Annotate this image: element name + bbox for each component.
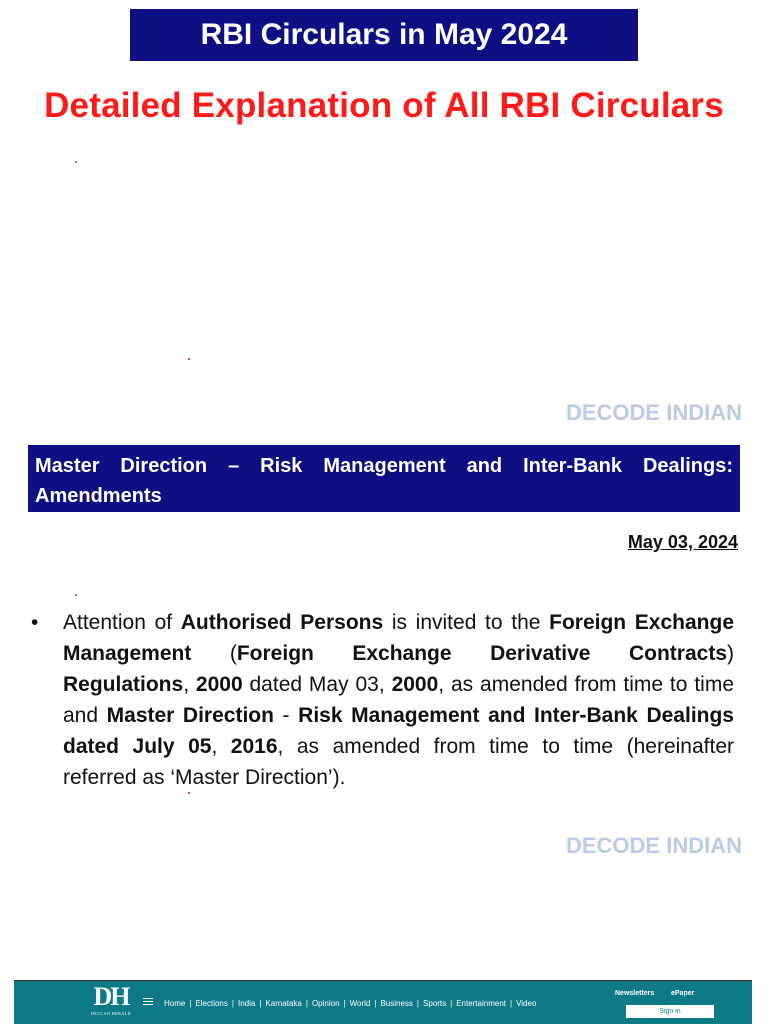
circular-bullet	[31, 607, 734, 793]
text-run: is invited to the	[383, 611, 550, 634]
nav-separator: |	[510, 999, 513, 1008]
bold-phrase: 2000	[391, 673, 439, 696]
watermark-top: DECODE INDIAN	[565, 400, 742, 425]
nav-separator: |	[343, 999, 346, 1008]
text-run: , as amended from time to time and	[63, 673, 734, 727]
nav-item-india[interactable]: India	[237, 999, 256, 1008]
logo-subtext: DECCAN HERALD	[90, 1011, 132, 1016]
speck-dot	[75, 161, 77, 163]
bold-phrase: Authorised Persons	[180, 611, 384, 634]
nav-item-karnataka[interactable]: Karnataka	[265, 999, 302, 1008]
newsletters-link[interactable]: Newsletters	[615, 990, 655, 997]
nav-separator: |	[259, 999, 262, 1008]
nav-item-opinion[interactable]: Opinion	[311, 999, 340, 1008]
bold-phrase: 2000	[195, 673, 243, 696]
hamburger-menu-icon[interactable]	[143, 998, 153, 1007]
watermark-bottom: DECODE INDIAN	[565, 833, 742, 858]
circular-date: May 03, 2024	[627, 532, 738, 552]
speck-dot	[188, 358, 190, 360]
circular-title: Master Direction – Risk Management and Inter-Bank Dealings: Amendments	[28, 445, 740, 512]
nav-item-world[interactable]: World	[349, 999, 371, 1008]
bullet-mark: •	[31, 611, 39, 634]
ad-banner[interactable]	[14, 980, 752, 1024]
text-run: , as amended from time to time (hereinafter referred as ‘Master Direction’).	[63, 735, 734, 789]
nav-separator: |	[231, 999, 234, 1008]
text-run: ,	[183, 673, 196, 696]
page-subtitle: Detailed Explanation of All RBI Circulars	[44, 86, 724, 125]
bold-phrase: Foreign Exchange Management	[63, 611, 735, 665]
nav-item-sports[interactable]: Sports	[422, 999, 447, 1008]
bold-phrase: 2016	[230, 735, 278, 758]
bold-phrase: Master Direction	[106, 704, 274, 727]
speck-dot	[188, 792, 190, 794]
text-run: Attention of	[63, 611, 181, 634]
nav-item-entertainment[interactable]: Entertainment	[456, 999, 506, 1008]
bold-phrase: Regulations	[63, 673, 184, 696]
banner-nav	[164, 999, 536, 1008]
nav-separator: |	[305, 999, 308, 1008]
deccan-herald-logo[interactable]	[86, 983, 136, 1016]
nav-separator: |	[416, 999, 419, 1008]
nav-separator: |	[450, 999, 453, 1008]
circular-body	[63, 607, 734, 793]
text-run: )	[727, 642, 734, 665]
sign-in-button[interactable]: Sign in	[626, 1005, 714, 1018]
nav-item-elections[interactable]: Elections	[195, 999, 228, 1008]
bold-phrase: Foreign Exchange Derivative Contracts	[236, 642, 727, 665]
text-run: ,	[211, 735, 231, 758]
epaper-link[interactable]: ePaper	[671, 990, 695, 997]
nav-item-home[interactable]: Home	[164, 999, 186, 1008]
bold-phrase: Risk Management and Inter-Bank Dealings dated July 05	[63, 704, 734, 758]
nav-separator: |	[374, 999, 377, 1008]
nav-item-video[interactable]: Video	[516, 999, 537, 1008]
logo-text: DH	[93, 982, 129, 1011]
nav-separator: |	[189, 999, 192, 1008]
speck-dot	[75, 594, 77, 596]
nav-item-business[interactable]: Business	[380, 999, 413, 1008]
page-title: RBI Circulars in May 2024	[130, 9, 638, 61]
text-run: -	[273, 704, 299, 727]
text-run: (	[191, 642, 237, 665]
text-run: dated May 03,	[242, 673, 392, 696]
